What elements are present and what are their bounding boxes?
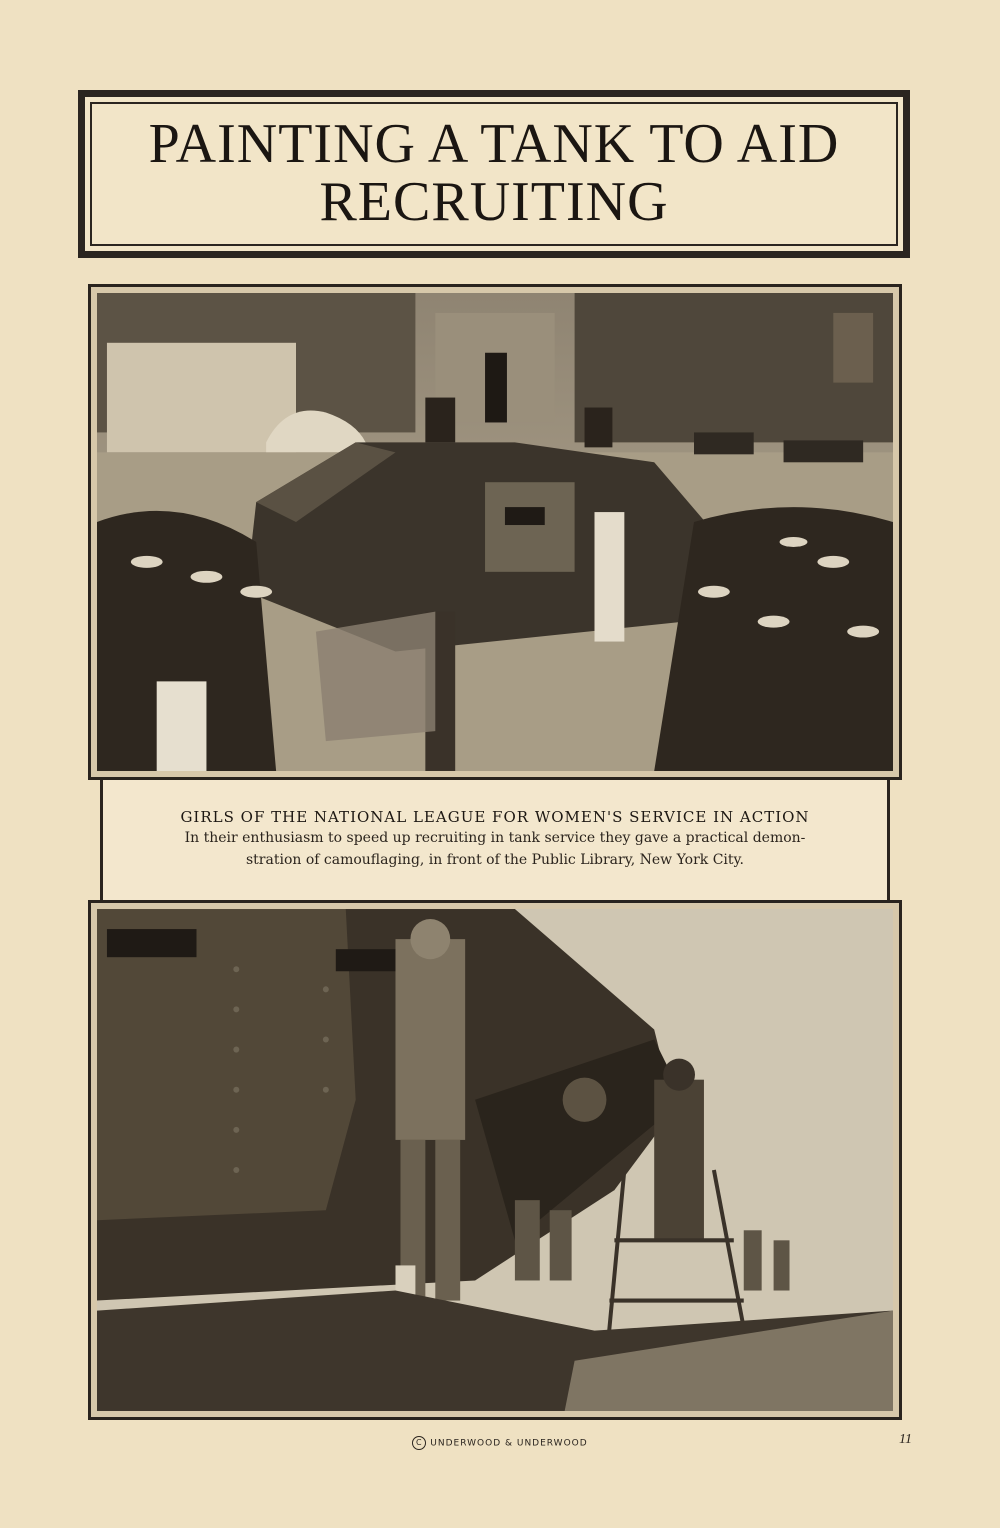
- caption-heading: GIRLS OF THE NATIONAL LEAGUE FOR WOMEN'S SERVICE IN ACTION: [180, 808, 810, 826]
- distant-car-1: [694, 432, 754, 454]
- painter-right-body: [654, 1080, 704, 1241]
- painter-left-head: [410, 919, 450, 959]
- photo-caption: [100, 780, 890, 900]
- title-frame: [78, 90, 910, 258]
- woman-white-blouse: [157, 681, 207, 771]
- caption-line-2: stration of camouflaging, in front of the Public Library, New York City.: [245, 852, 745, 868]
- figure-on-tank: [485, 353, 507, 423]
- painter-on-tank-2: [585, 408, 613, 448]
- copyright-symbol: C: [412, 1436, 426, 1450]
- tank-sponson: [485, 482, 575, 572]
- painter-in-white: [595, 512, 625, 641]
- flag: [833, 313, 873, 383]
- tank-cannon: [107, 929, 197, 957]
- caption-line-1: In their enthusiasm to speed up recruiting in tank service they gave a practical demon-: [184, 830, 806, 846]
- credit-text: UNDERWOOD & UNDERWOOD: [430, 1438, 588, 1449]
- painter-right-head: [663, 1059, 695, 1091]
- library-pavilion: [107, 343, 296, 453]
- painter-on-tank-1: [425, 398, 455, 443]
- tank-gun-port: [336, 949, 396, 971]
- painter-left-body: [396, 939, 466, 1140]
- distant-car-2: [784, 440, 864, 462]
- tank-gun: [505, 507, 545, 525]
- painter-left-legs-b: [435, 1140, 460, 1301]
- page-title: [101, 115, 887, 231]
- title-line-2: RECRUITING: [319, 171, 669, 233]
- photo-credit: [0, 1436, 1000, 1450]
- track-sprocket: [563, 1078, 607, 1122]
- tank-street-photo: [97, 293, 893, 771]
- top-photograph: [88, 284, 902, 780]
- paint-bucket: [396, 1265, 416, 1295]
- page-number: 11: [899, 1432, 912, 1447]
- painting-closeup-photo: [97, 909, 893, 1411]
- camouflage-net: [316, 612, 435, 741]
- bottom-photograph: [88, 900, 902, 1420]
- title-line-1: PAINTING A TANK TO AID: [148, 113, 840, 175]
